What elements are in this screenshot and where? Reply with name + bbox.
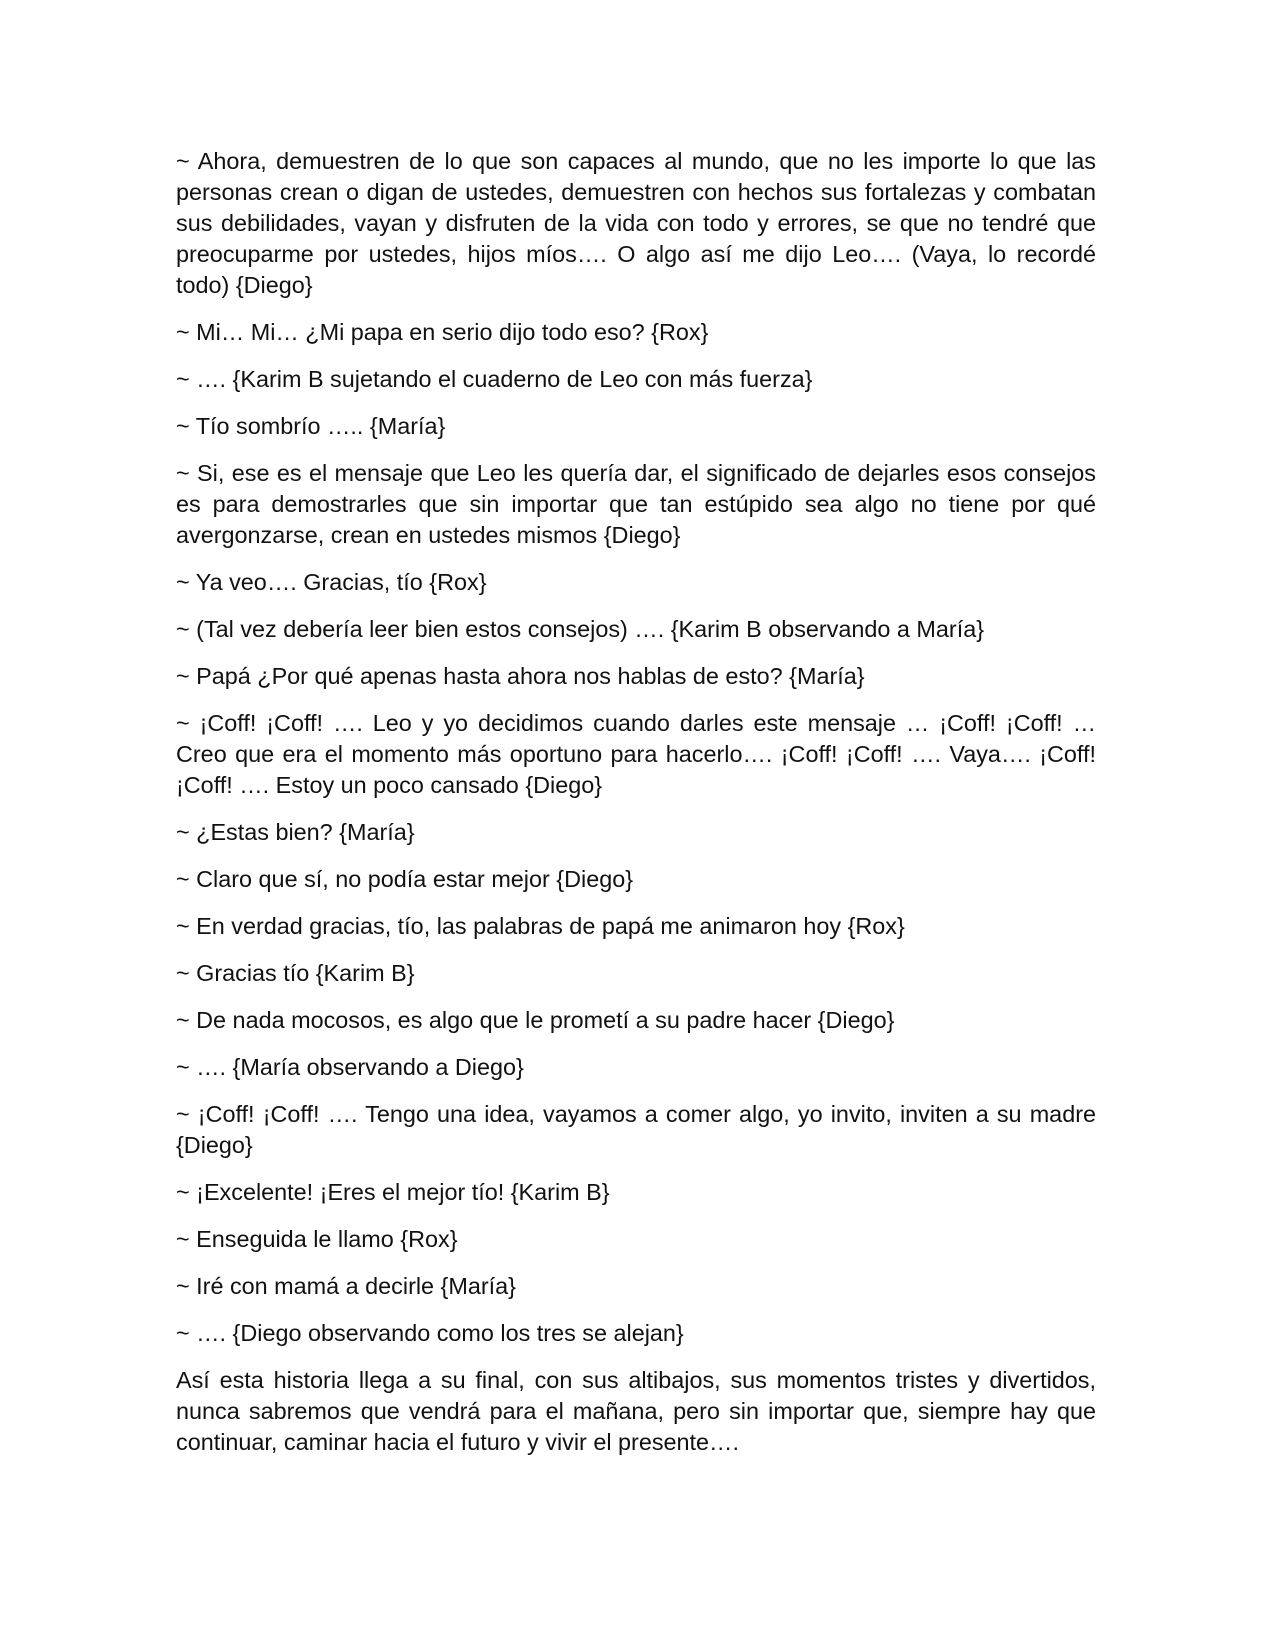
paragraph: ~ ¡Excelente! ¡Eres el mejor tío! {Karim B} (176, 1179, 610, 1205)
document-page (176, 146, 1096, 1458)
paragraph: ~ Iré con mamá a decirle {María} (176, 1273, 516, 1299)
paragraph: ~ Gracias tío {Karim B} (176, 960, 415, 986)
paragraph: ~ ¡Coff! ¡Coff! …. Leo y yo decidimos cuando darles este mensaje … ¡Coff! ¡Coff! … Creo que era el momento más oportuno para hacerlo…. ¡Coff! ¡Coff! …. Vaya…. ¡Coff! ¡Coff! …. Estoy un poco cansado {Diego} (176, 710, 1096, 798)
paragraph: ~ Ya veo…. Gracias, tío {Rox} (176, 569, 487, 595)
paragraph: ~ Enseguida le llamo {Rox} (176, 1226, 458, 1252)
paragraph: ~ Claro que sí, no podía estar mejor {Diego} (176, 866, 634, 892)
paragraph: ~ …. {Diego observando como los tres se alejan} (176, 1320, 684, 1346)
paragraph: ~ En verdad gracias, tío, las palabras de papá me animaron hoy {Rox} (176, 913, 905, 939)
paragraph: ~ Si, ese es el mensaje que Leo les quería dar, el significado de dejarles esos consejos es para demostrarles que sin importar que tan estúpido sea algo no tiene por qué avergonzarse, crean en ustedes mismos {Diego} (176, 460, 1096, 548)
paragraph: ~ ¡Coff! ¡Coff! …. Tengo una idea, vayamos a comer algo, yo invito, inviten a su madre {Diego} (176, 1101, 1096, 1158)
paragraph: ~ Ahora, demuestren de lo que son capaces al mundo, que no les importe lo que las personas crean o digan de ustedes, demuestren con hechos sus fortalezas y combatan sus debilidades, vayan y disfruten de la vida con todo y errores, se que no tendré que preocuparme por ustedes, hijos míos…. O algo así me dijo Leo…. (Vaya, lo recordé todo) {Diego} (176, 148, 1096, 298)
paragraph: ~ …. {María observando a Diego} (176, 1054, 524, 1080)
paragraph: ~ ¿Estas bien? {María} (176, 819, 415, 845)
closing-paragraph: Así esta historia llega a su final, con sus altibajos, sus momentos tristes y divertidos, nunca sabremos que vendrá para el mañana, pero sin importar que, siempre hay que continuar, caminar hacia el futuro y vivir el presente…. (176, 1367, 1096, 1455)
paragraph: ~ Tío sombrío ….. {María} (176, 413, 446, 439)
paragraph: ~ (Tal vez debería leer bien estos consejos) …. {Karim B observando a María} (176, 616, 985, 642)
paragraph: ~ Papá ¿Por qué apenas hasta ahora nos hablas de esto? {María} (176, 663, 865, 689)
paragraph: ~ Mi… Mi… ¿Mi papa en serio dijo todo eso? {Rox} (176, 319, 709, 345)
paragraph: ~ …. {Karim B sujetando el cuaderno de Leo con más fuerza} (176, 366, 813, 392)
paragraph: ~ De nada mocosos, es algo que le prometí a su padre hacer {Diego} (176, 1007, 895, 1033)
